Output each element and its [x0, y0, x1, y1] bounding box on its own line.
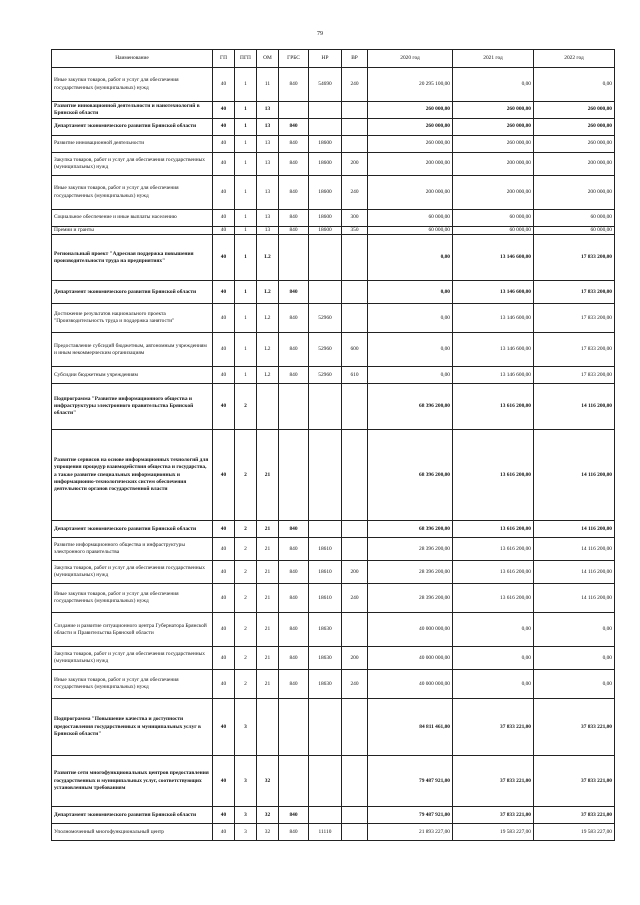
cell-grbs: 840 [279, 227, 309, 235]
cell-name: Иные закупки товаров, работ и услуг для обеспечения государственных (муниципальных) нужд [52, 670, 213, 699]
cell-vr: 350 [342, 227, 368, 235]
cell-2021: 260 000,00 [453, 102, 534, 119]
header-pgp: ПГП [235, 50, 257, 68]
cell-nr [309, 699, 342, 756]
cell-2021: 0,00 [453, 613, 534, 647]
table-row [52, 281, 615, 304]
cell-pgp: 1 [235, 119, 257, 136]
cell-om: 21 [257, 584, 279, 613]
cell-2020: 0,00 [368, 304, 453, 333]
cell-2022: 14 116 200,00 [534, 521, 615, 538]
cell-name: Закупка товаров, работ и услуг для обеспечения государственных (муниципальных) нужд [52, 647, 213, 670]
cell-2021: 37 833 221,00 [453, 807, 534, 824]
table-row [52, 235, 615, 281]
cell-name: Социальное обеспечение и иные выплаты населению [52, 210, 213, 227]
cell-om: L2 [257, 281, 279, 304]
cell-nr: 18600 [309, 153, 342, 176]
table-row [52, 647, 615, 670]
budget-table [51, 49, 615, 841]
cell-2022: 37 833 221,00 [534, 699, 615, 756]
cell-name: Премии и гранты [52, 227, 213, 235]
cell-om: 13 [257, 153, 279, 176]
table-row [52, 176, 615, 210]
cell-2021: 0,00 [453, 68, 534, 102]
cell-gp: 40 [213, 824, 235, 841]
cell-grbs [279, 699, 309, 756]
table-header-row [52, 50, 615, 68]
cell-2020: 68 396 200,00 [368, 430, 453, 521]
cell-vr [342, 304, 368, 333]
cell-name: Развитие инновационной деятельности и нанотехнологий в Брянской области [52, 102, 213, 119]
cell-nr [309, 521, 342, 538]
cell-om: 21 [257, 670, 279, 699]
cell-2020: 20 295 100,00 [368, 68, 453, 102]
cell-grbs: 840 [279, 176, 309, 210]
cell-name: Департамент экономического развития Брянской области [52, 521, 213, 538]
header-gp: ГП [213, 50, 235, 68]
cell-name: Уполномоченный многофункциональный центр [52, 824, 213, 841]
cell-vr [342, 119, 368, 136]
cell-2022: 17 833 200,00 [534, 281, 615, 304]
cell-pgp: 2 [235, 561, 257, 584]
cell-2021: 260 000,00 [453, 136, 534, 153]
cell-nr [309, 430, 342, 521]
cell-2020: 200 000,00 [368, 153, 453, 176]
cell-nr: 18610 [309, 538, 342, 561]
cell-gp: 40 [213, 384, 235, 430]
cell-vr: 200 [342, 647, 368, 670]
cell-name: Департамент экономического развития Брянской области [52, 807, 213, 824]
table-row [52, 613, 615, 647]
cell-grbs: 840 [279, 521, 309, 538]
cell-2020: 68 396 200,00 [368, 521, 453, 538]
cell-name: Предоставление субсидий бюджетным, автономным учреждениям и иным некоммерческим организациям [52, 333, 213, 367]
cell-2020: 21 893 227,00 [368, 824, 453, 841]
cell-2021: 19 583 227,00 [453, 824, 534, 841]
cell-2021: 37 833 221,00 [453, 699, 534, 756]
cell-grbs: 840 [279, 281, 309, 304]
cell-2022: 17 833 200,00 [534, 235, 615, 281]
table-row [52, 756, 615, 807]
cell-om: 13 [257, 102, 279, 119]
cell-gp: 40 [213, 333, 235, 367]
cell-nr: 52960 [309, 367, 342, 384]
cell-2021: 37 833 221,00 [453, 756, 534, 807]
cell-grbs: 840 [279, 153, 309, 176]
table-row [52, 670, 615, 699]
cell-pgp: 1 [235, 102, 257, 119]
header-vr: ВР [342, 50, 368, 68]
cell-vr: 240 [342, 176, 368, 210]
cell-om: L2 [257, 367, 279, 384]
page-number: 79 [317, 31, 323, 37]
cell-2021: 13 146 600,00 [453, 304, 534, 333]
table-row [52, 367, 615, 384]
cell-name: Подпрограмма "Развитие информационного общества и инфраструктуры электронного правительства Брянской области" [52, 384, 213, 430]
cell-vr: 610 [342, 367, 368, 384]
cell-pgp: 1 [235, 136, 257, 153]
cell-2021: 13 616 200,00 [453, 521, 534, 538]
cell-2020: 79 487 921,00 [368, 756, 453, 807]
cell-2020: 260 000,00 [368, 136, 453, 153]
cell-vr [342, 235, 368, 281]
header-2020: 2020 год [368, 50, 453, 68]
cell-name: Закупка товаров, работ и услуг для обеспечения государственных (муниципальных) нужд [52, 561, 213, 584]
cell-vr [342, 699, 368, 756]
cell-gp: 40 [213, 756, 235, 807]
cell-vr: 200 [342, 153, 368, 176]
table-row [52, 824, 615, 841]
cell-2020: 260 000,00 [368, 119, 453, 136]
cell-gp: 40 [213, 102, 235, 119]
cell-gp: 40 [213, 304, 235, 333]
cell-2022: 14 116 200,00 [534, 538, 615, 561]
cell-vr [342, 281, 368, 304]
cell-2022: 19 583 227,00 [534, 824, 615, 841]
cell-grbs [279, 384, 309, 430]
cell-pgp: 2 [235, 538, 257, 561]
cell-2022: 260 000,00 [534, 119, 615, 136]
cell-grbs: 840 [279, 333, 309, 367]
cell-pgp: 3 [235, 756, 257, 807]
cell-2020: 60 000,00 [368, 210, 453, 227]
cell-2021: 13 146 600,00 [453, 281, 534, 304]
cell-gp: 40 [213, 176, 235, 210]
cell-om: 32 [257, 824, 279, 841]
header-nr: НР [309, 50, 342, 68]
cell-nr: 18600 [309, 176, 342, 210]
cell-om: 21 [257, 647, 279, 670]
cell-pgp: 2 [235, 384, 257, 430]
cell-grbs: 840 [279, 584, 309, 613]
header-name: Наименование [52, 50, 213, 68]
cell-vr: 600 [342, 333, 368, 367]
cell-grbs: 840 [279, 68, 309, 102]
cell-grbs: 840 [279, 807, 309, 824]
cell-2020: 0,00 [368, 333, 453, 367]
cell-nr: 54690 [309, 68, 342, 102]
cell-2020: 84 811 461,00 [368, 699, 453, 756]
cell-2022: 0,00 [534, 647, 615, 670]
cell-pgp: 1 [235, 281, 257, 304]
cell-pgp: 2 [235, 521, 257, 538]
table-row [52, 430, 615, 521]
cell-om: 21 [257, 521, 279, 538]
cell-2020: 0,00 [368, 367, 453, 384]
cell-gp: 40 [213, 584, 235, 613]
table-row [52, 210, 615, 227]
table-row [52, 333, 615, 367]
cell-2020: 0,00 [368, 235, 453, 281]
cell-name: Развитие информационного общества и инфраструктуры электронного правительства [52, 538, 213, 561]
cell-gp: 40 [213, 68, 235, 102]
cell-2020: 28 396 200,00 [368, 538, 453, 561]
cell-2021: 200 000,00 [453, 153, 534, 176]
cell-nr: 18610 [309, 584, 342, 613]
cell-gp: 40 [213, 153, 235, 176]
cell-vr [342, 613, 368, 647]
cell-2022: 17 833 200,00 [534, 367, 615, 384]
cell-2020: 40 000 000,00 [368, 670, 453, 699]
cell-2020: 0,00 [368, 281, 453, 304]
table-row [52, 561, 615, 584]
cell-2020: 68 396 200,00 [368, 384, 453, 430]
cell-2022: 200 000,00 [534, 176, 615, 210]
cell-vr [342, 807, 368, 824]
table-row [52, 807, 615, 824]
cell-2021: 13 616 200,00 [453, 561, 534, 584]
cell-name: Развитие инновационной деятельности [52, 136, 213, 153]
cell-2022: 14 116 200,00 [534, 384, 615, 430]
cell-pgp: 1 [235, 304, 257, 333]
cell-2022: 0,00 [534, 68, 615, 102]
cell-2021: 13 616 200,00 [453, 584, 534, 613]
cell-2021: 13 616 200,00 [453, 384, 534, 430]
cell-gp: 40 [213, 210, 235, 227]
cell-nr [309, 281, 342, 304]
cell-gp: 40 [213, 538, 235, 561]
cell-grbs [279, 102, 309, 119]
cell-vr: 240 [342, 670, 368, 699]
table-row [52, 384, 615, 430]
table-row [52, 136, 615, 153]
cell-nr: 18630 [309, 647, 342, 670]
cell-grbs: 840 [279, 647, 309, 670]
cell-grbs: 840 [279, 613, 309, 647]
cell-2021: 0,00 [453, 647, 534, 670]
cell-pgp: 1 [235, 235, 257, 281]
cell-name: Иные закупки товаров, работ и услуг для обеспечения государственных (муниципальных) нужд [52, 176, 213, 210]
cell-pgp: 1 [235, 227, 257, 235]
cell-vr: 300 [342, 210, 368, 227]
cell-om: 11 [257, 68, 279, 102]
cell-2022: 200 000,00 [534, 153, 615, 176]
cell-om: 21 [257, 561, 279, 584]
cell-2021: 200 000,00 [453, 176, 534, 210]
cell-pgp: 2 [235, 430, 257, 521]
cell-om: 32 [257, 756, 279, 807]
cell-pgp: 1 [235, 333, 257, 367]
cell-om: 21 [257, 613, 279, 647]
cell-om: 21 [257, 538, 279, 561]
cell-2021: 13 616 200,00 [453, 430, 534, 521]
cell-grbs: 840 [279, 119, 309, 136]
cell-nr: 52960 [309, 333, 342, 367]
table-row [52, 521, 615, 538]
cell-gp: 40 [213, 119, 235, 136]
cell-om: 13 [257, 210, 279, 227]
cell-pgp: 1 [235, 153, 257, 176]
cell-gp: 40 [213, 699, 235, 756]
cell-name: Департамент экономического развития Брянской области [52, 119, 213, 136]
cell-pgp: 2 [235, 670, 257, 699]
cell-om: L2 [257, 235, 279, 281]
cell-vr [342, 756, 368, 807]
cell-2020: 200 000,00 [368, 176, 453, 210]
cell-name: Подпрограмма "Повышение качества и доступности предоставления государственных и муниципальных услуг в Брянской области" [52, 699, 213, 756]
cell-name: Создание и развитие ситуационного центра Губернатора Брянской области и Правительства Брянской области [52, 613, 213, 647]
cell-nr [309, 119, 342, 136]
cell-grbs [279, 430, 309, 521]
header-2021: 2021 год [453, 50, 534, 68]
cell-2020: 28 396 200,00 [368, 561, 453, 584]
cell-pgp: 2 [235, 647, 257, 670]
cell-grbs: 840 [279, 670, 309, 699]
cell-name: Департамент экономического развития Брянской области [52, 281, 213, 304]
table-row [52, 102, 615, 119]
cell-2022: 37 833 221,00 [534, 807, 615, 824]
cell-2021: 13 146 600,00 [453, 333, 534, 367]
cell-om: L2 [257, 333, 279, 367]
cell-2020: 60 000,00 [368, 227, 453, 235]
cell-nr: 52960 [309, 304, 342, 333]
cell-2021: 60 000,00 [453, 227, 534, 235]
table-row [52, 538, 615, 561]
cell-2021: 0,00 [453, 670, 534, 699]
cell-grbs: 840 [279, 210, 309, 227]
cell-vr [342, 538, 368, 561]
cell-grbs [279, 756, 309, 807]
table-row [52, 68, 615, 102]
cell-2022: 260 000,00 [534, 136, 615, 153]
cell-2022: 17 833 200,00 [534, 333, 615, 367]
table-row [52, 227, 615, 235]
cell-gp: 40 [213, 430, 235, 521]
cell-nr: 18600 [309, 210, 342, 227]
cell-nr [309, 807, 342, 824]
cell-2022: 14 116 200,00 [534, 584, 615, 613]
cell-gp: 40 [213, 521, 235, 538]
cell-nr [309, 384, 342, 430]
cell-vr [342, 521, 368, 538]
cell-vr: 200 [342, 561, 368, 584]
cell-nr [309, 756, 342, 807]
cell-pgp: 2 [235, 584, 257, 613]
cell-pgp: 2 [235, 613, 257, 647]
cell-pgp: 1 [235, 210, 257, 227]
cell-om: 13 [257, 176, 279, 210]
cell-name: Региональный проект "Адресная поддержка повышения производительности труда на предприятиях" [52, 235, 213, 281]
cell-2020: 79 487 921,00 [368, 807, 453, 824]
cell-grbs: 840 [279, 367, 309, 384]
cell-2022: 14 116 200,00 [534, 561, 615, 584]
cell-2020: 28 396 200,00 [368, 584, 453, 613]
cell-nr: 18630 [309, 613, 342, 647]
cell-2021: 13 146 600,00 [453, 235, 534, 281]
cell-pgp: 3 [235, 824, 257, 841]
cell-vr: 240 [342, 584, 368, 613]
cell-om [257, 384, 279, 430]
cell-name: Иные закупки товаров, работ и услуг для обеспечения государственных (муниципальных) нужд [52, 68, 213, 102]
cell-gp: 40 [213, 227, 235, 235]
cell-2022: 60 000,00 [534, 227, 615, 235]
cell-vr: 240 [342, 68, 368, 102]
header-grbs: ГРБС [279, 50, 309, 68]
cell-2022: 17 833 200,00 [534, 304, 615, 333]
header-om: ОМ [257, 50, 279, 68]
cell-pgp: 1 [235, 68, 257, 102]
cell-nr [309, 235, 342, 281]
cell-name: Закупка товаров, работ и услуг для обеспечения государственных (муниципальных) нужд [52, 153, 213, 176]
cell-nr: 11110 [309, 824, 342, 841]
table-row [52, 304, 615, 333]
cell-2022: 60 000,00 [534, 210, 615, 227]
cell-nr: 18600 [309, 136, 342, 153]
cell-gp: 40 [213, 670, 235, 699]
table-row [52, 153, 615, 176]
cell-gp: 40 [213, 136, 235, 153]
cell-pgp: 3 [235, 807, 257, 824]
cell-vr [342, 430, 368, 521]
cell-2021: 60 000,00 [453, 210, 534, 227]
cell-pgp: 1 [235, 176, 257, 210]
cell-grbs: 840 [279, 304, 309, 333]
cell-2022: 37 833 221,00 [534, 756, 615, 807]
cell-name: Развитие сервисов на основе информационных технологий для упрощения процедур взаимодействия общества и государства, а также развитие специальных информационных и информационно-технологических систем обеспечения деятельности органов государственной власти [52, 430, 213, 521]
table-row [52, 119, 615, 136]
cell-name: Субсидии бюджетным учреждениям [52, 367, 213, 384]
cell-om: L2 [257, 304, 279, 333]
cell-gp: 40 [213, 281, 235, 304]
cell-grbs [279, 235, 309, 281]
cell-om: 13 [257, 227, 279, 235]
cell-name: Иные закупки товаров, работ и услуг для обеспечения государственных (муниципальных) нужд [52, 584, 213, 613]
cell-nr [309, 102, 342, 119]
cell-pgp: 3 [235, 699, 257, 756]
cell-gp: 40 [213, 561, 235, 584]
cell-gp: 40 [213, 807, 235, 824]
cell-grbs: 840 [279, 824, 309, 841]
cell-gp: 40 [213, 367, 235, 384]
table-row [52, 584, 615, 613]
cell-om: 32 [257, 807, 279, 824]
cell-vr [342, 384, 368, 430]
cell-2021: 13 616 200,00 [453, 538, 534, 561]
cell-vr [342, 102, 368, 119]
cell-grbs: 840 [279, 136, 309, 153]
cell-gp: 40 [213, 235, 235, 281]
cell-om: 13 [257, 119, 279, 136]
cell-2021: 13 146 600,00 [453, 367, 534, 384]
cell-vr [342, 824, 368, 841]
cell-pgp: 1 [235, 367, 257, 384]
cell-om: 21 [257, 430, 279, 521]
cell-2020: 40 000 000,00 [368, 613, 453, 647]
header-2022: 2022 год [534, 50, 615, 68]
table-row [52, 699, 615, 756]
cell-vr [342, 136, 368, 153]
cell-nr: 18630 [309, 670, 342, 699]
cell-om: 13 [257, 136, 279, 153]
cell-2020: 260 000,00 [368, 102, 453, 119]
cell-2020: 40 000 000,00 [368, 647, 453, 670]
cell-om [257, 699, 279, 756]
cell-nr: 18600 [309, 227, 342, 235]
cell-2022: 0,00 [534, 613, 615, 647]
cell-2022: 14 116 200,00 [534, 430, 615, 521]
cell-2022: 260 000,00 [534, 102, 615, 119]
cell-2022: 0,00 [534, 670, 615, 699]
cell-grbs: 840 [279, 538, 309, 561]
cell-gp: 40 [213, 613, 235, 647]
cell-nr: 18610 [309, 561, 342, 584]
cell-2021: 260 000,00 [453, 119, 534, 136]
cell-gp: 40 [213, 647, 235, 670]
cell-name: Достижение результатов национального проекта "Производительность труда и поддержка занятости" [52, 304, 213, 333]
cell-name: Развитие сети многофункциональных центров предоставления государственных и муниципальных услуг, соответствующих установленным требованиям [52, 756, 213, 807]
cell-grbs: 840 [279, 561, 309, 584]
